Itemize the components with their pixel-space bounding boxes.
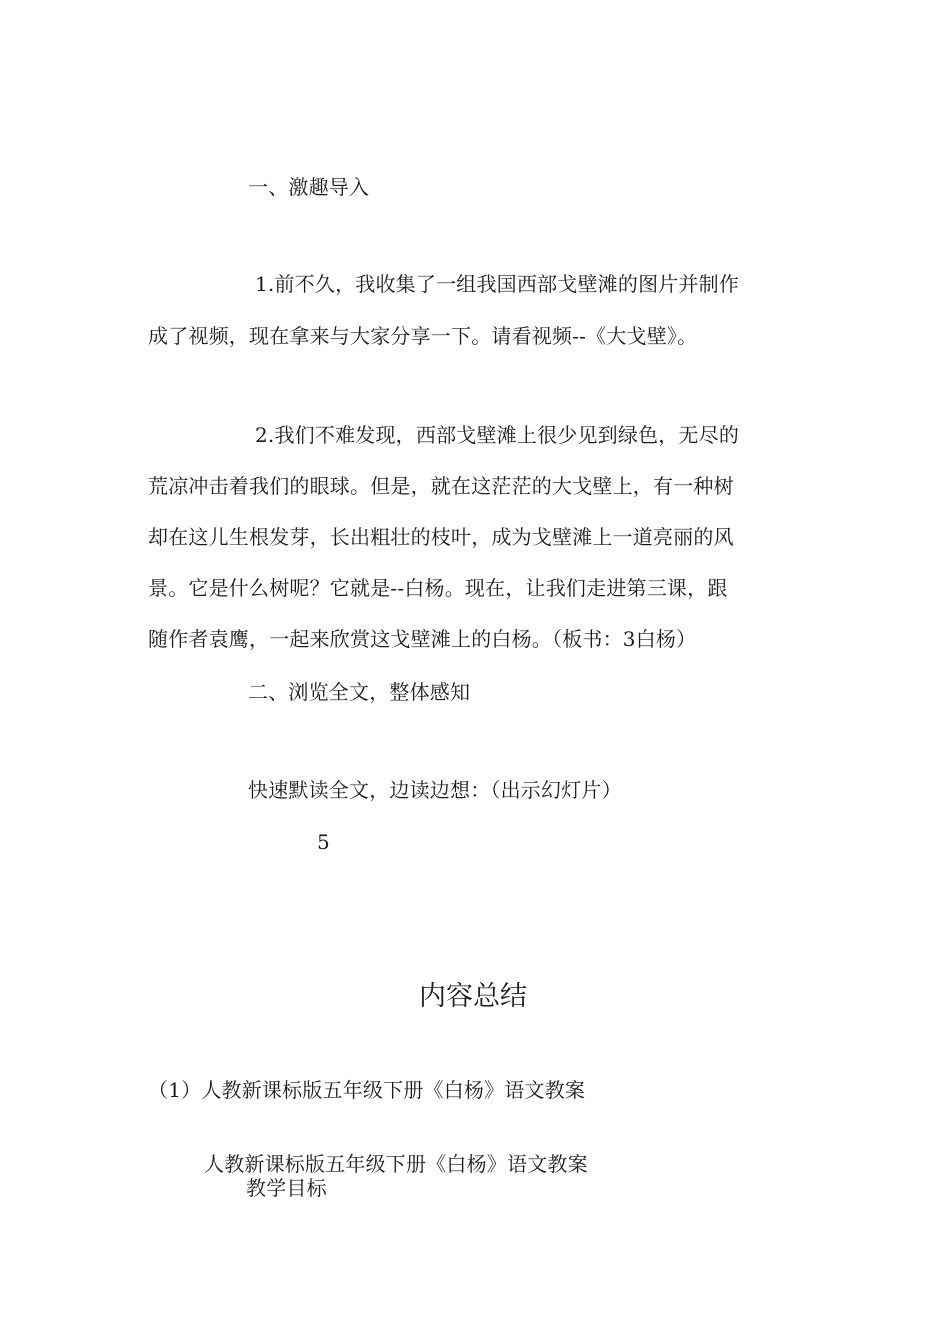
summary-item: （1）人教新课标版五年级下册《白杨》语文教案 bbox=[148, 1078, 586, 1102]
paragraph-2-line-4: 景。它是什么树呢？它就是--白杨。现在，让我们走进第三课，跟 bbox=[148, 576, 728, 600]
summary-subline-1: 人教新课标版五年级下册《白杨》语文教案 bbox=[204, 1152, 588, 1176]
paragraph-2-line-3: 却在这儿生根发芽，长出粗壮的枝叶，成为戈壁滩上一道亮丽的风 bbox=[148, 525, 734, 549]
paragraph-1-line-1: 1.前不久，我收集了一组我国西部戈壁滩的图片并制作 bbox=[255, 272, 740, 296]
summary-subline-2: 教学目标 bbox=[246, 1176, 327, 1200]
paragraph-2-line-2: 荒凉冲击着我们的眼球。但是，就在这茫茫的大戈壁上，有一种树 bbox=[148, 474, 734, 498]
section-heading-1: 一、激趣导入 bbox=[248, 175, 370, 199]
paragraph-2-line-1: 2.我们不难发现，西部戈壁滩上很少见到绿色，无尽的 bbox=[255, 423, 740, 447]
page-number: 5 bbox=[317, 830, 330, 854]
paragraph-3: 快速默读全文，边读边想：（出示幻灯片） bbox=[248, 778, 622, 802]
paragraph-1-line-2: 成了视频，现在拿来与大家分享一下。请看视频--《大戈壁》。 bbox=[148, 324, 698, 348]
section-heading-2: 二、浏览全文，整体感知 bbox=[248, 680, 471, 704]
paragraph-2-line-5: 随作者袁鹰，一起来欣赏这戈壁滩上的白杨。（板书：3白杨） bbox=[148, 627, 697, 651]
summary-title: 内容总结 bbox=[419, 981, 527, 1012]
